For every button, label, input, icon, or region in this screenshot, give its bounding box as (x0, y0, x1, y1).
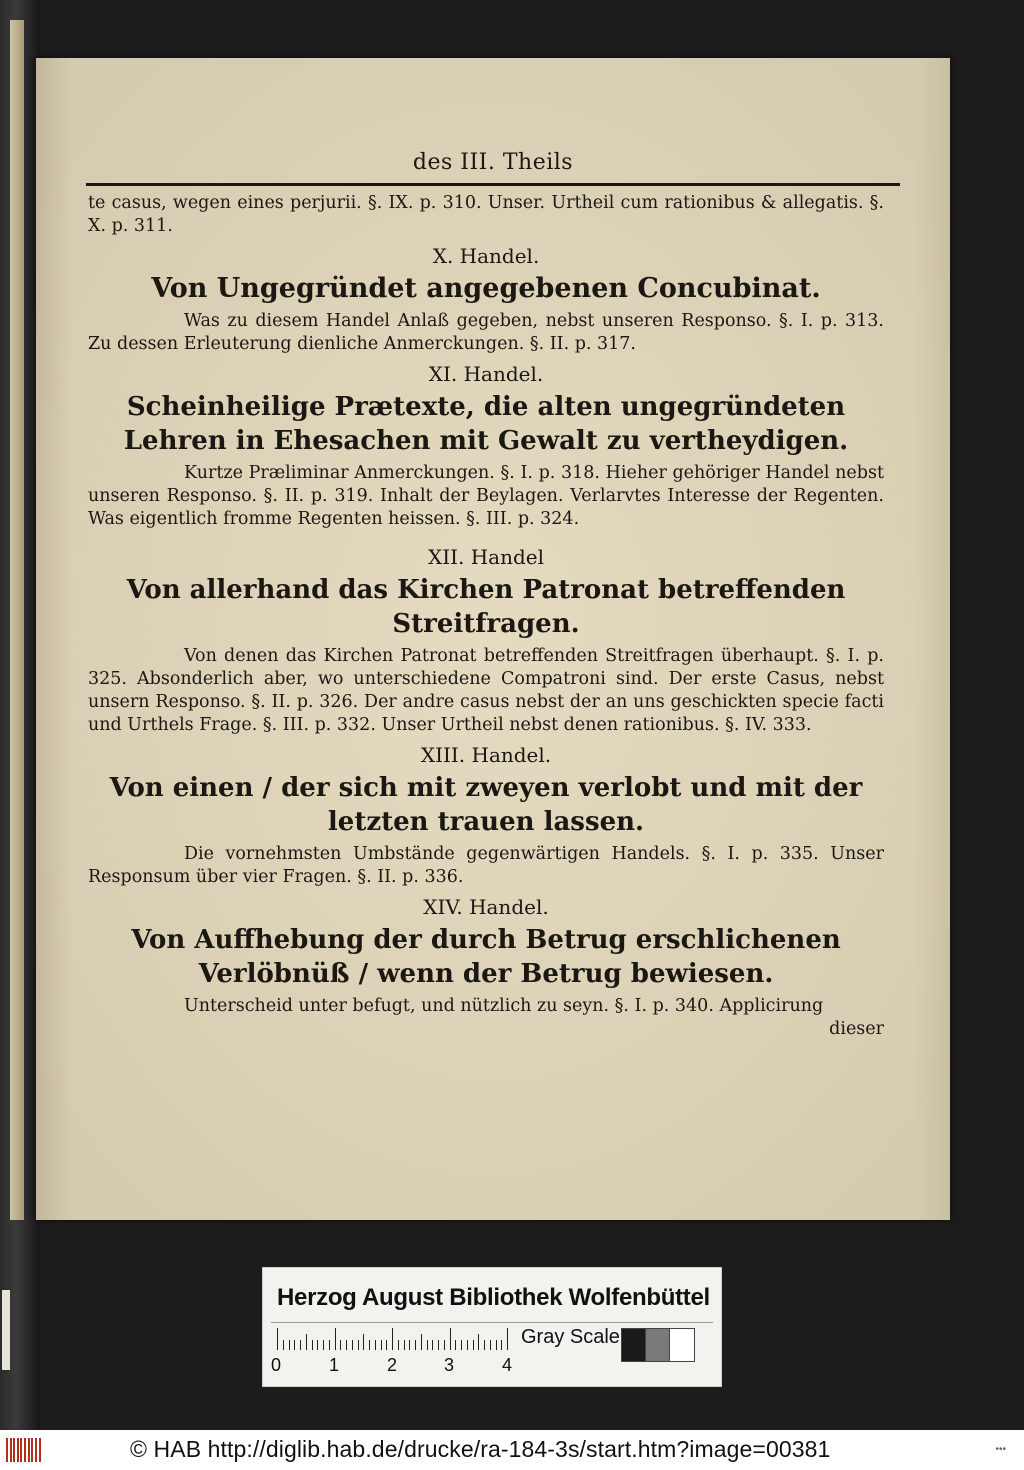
ruler-tick (363, 1334, 364, 1350)
ruler-tick (427, 1340, 428, 1350)
page-body (88, 192, 884, 1041)
ruler-tick (484, 1340, 485, 1350)
barcode-stripe (31, 1438, 33, 1462)
ruler-tick (478, 1334, 479, 1350)
ruler-scale-numbers (271, 1355, 511, 1375)
section-title: Von Auffhebung der durch Betrug erschlichenen Verlöbnüß / wenn der Betrug bewiesen. (131, 925, 841, 989)
ruler-tick (323, 1340, 324, 1350)
section-heading: XIII. Handel. (420, 743, 552, 767)
ruler-tick (461, 1340, 462, 1350)
ruler-tick (340, 1340, 341, 1350)
measurement-ruler (277, 1328, 507, 1350)
ruler-tick (335, 1328, 336, 1350)
section-heading: XI. Handel. (428, 362, 544, 386)
section-title: Scheinheilige Prætexte, die alten ungegründeten Lehren in Ehesachen mit Gewalt zu vertheydigen. (123, 392, 849, 456)
section-title: Von einen / der sich mit zweyen verlobt und mit der letzten trauen lassen. (109, 773, 863, 837)
ruler-tick (432, 1340, 433, 1350)
ruler-tick (421, 1334, 422, 1350)
footer-bar (0, 1430, 1024, 1470)
gray-scale-label: Gray Scale (521, 1326, 620, 1348)
barcode-stripe (35, 1438, 37, 1462)
barcode-stripe (6, 1438, 8, 1462)
barcode-stripe (20, 1438, 22, 1462)
gray-swatch-mid (645, 1328, 671, 1362)
ruler-tick (501, 1340, 502, 1350)
ruler-tick (450, 1328, 451, 1350)
ruler-tick (300, 1340, 301, 1350)
ruler-number: 2 (387, 1355, 398, 1375)
ruler-tick (392, 1328, 393, 1350)
ruler-tick (467, 1340, 468, 1350)
barcode-stripe (39, 1438, 41, 1462)
barcode-icon (6, 1438, 44, 1462)
barcode-stripe (24, 1438, 26, 1462)
ruler-tick (329, 1340, 330, 1350)
card-divider (271, 1322, 713, 1323)
ruler-tick (346, 1340, 347, 1350)
ruler-tick (386, 1340, 387, 1350)
ruler-tick (415, 1340, 416, 1350)
ruler-number: 3 (444, 1355, 455, 1375)
ruler-tick (306, 1334, 307, 1350)
summary-paragraph: Was zu diesem Handel Anlaß gegeben, nebst unseren Responso. §. I. p. 313. Zu dessen Erleuterung dienliche Anmerckungen. §. II. p. 317. (88, 311, 884, 354)
section-heading: X. Handel. (432, 244, 540, 268)
ruler-tick (358, 1340, 359, 1350)
barcode-stripe (17, 1438, 19, 1462)
gray-swatch-black (621, 1328, 647, 1362)
summary-paragraph: Kurtze Præliminar Anmerckungen. §. I. p. 318. Hieher gehöriger Handel nebst unseren Responso. §. II. p. 319. Inhalt der Beylagen. Verlarvtes Interesse der Regenten. Was eigentlich fromme Regenten heissen. §. III. p. 324. (88, 463, 884, 529)
ruler-tick (317, 1340, 318, 1350)
ruler-tick (352, 1340, 353, 1350)
ruler-tick (375, 1340, 376, 1350)
section-heading: XIV. Handel. (423, 895, 549, 919)
ruler-tick (381, 1340, 382, 1350)
calibration-card (262, 1267, 722, 1387)
barcode-stripe (28, 1438, 30, 1462)
section-heading: XII. Handel (427, 545, 545, 569)
section-title: Von Ungegründet angegebenen Concubinat. (151, 273, 821, 304)
ruler-tick (369, 1340, 370, 1350)
ruler-tick (398, 1340, 399, 1350)
section-title: Von allerhand das Kirchen Patronat betreffenden Streitfragen. (126, 575, 846, 639)
book-page (36, 58, 950, 1220)
ruler-tick (507, 1328, 508, 1350)
ruler-tick (294, 1340, 295, 1350)
ruler-number: 4 (502, 1355, 513, 1375)
adjacent-page-edge (10, 20, 24, 1220)
running-header: des III. Theils (412, 150, 574, 175)
ruler-tick (312, 1340, 313, 1350)
ruler-number: 0 (271, 1355, 282, 1375)
barcode-stripe (10, 1438, 12, 1462)
ruler-tick (455, 1340, 456, 1350)
summary-paragraph: Von denen das Kirchen Patronat betreffenden Streitfragen überhaupt. §. I. p. 325. Absonderlich aber, wo unterschiedene Compatroni sind. Der erste Casus, nebst unsern Responso. §. II. p. 326. Der andre casus nebst der an uns geschickten specie facti und Urthels Frage. §. III. p. 332. Unser Urtheil nebst denen rationibus. §. IV. 333. (88, 646, 884, 735)
ruler-tick (496, 1340, 497, 1350)
ruler-number: 1 (329, 1355, 340, 1375)
ruler-tick (490, 1340, 491, 1350)
menu-dots-icon[interactable]: ••• (995, 1444, 1006, 1455)
ruler-tick (289, 1340, 290, 1350)
barcode-stripe (13, 1438, 15, 1462)
summary-paragraph: Die vornehmsten Umbstände gegenwärtigen Handels. §. I. p. 335. Unser Responsum über vier Fragen. §. II. p. 336. (88, 844, 884, 887)
ruler-tick (277, 1328, 278, 1350)
text-line: te casus, wegen eines perjurii. §. IX. p. 310. Unser. Urtheil cum rationibus & allegatis. §. X. p. 311. (88, 193, 884, 236)
header-rule (86, 183, 900, 186)
ruler-tick (409, 1340, 410, 1350)
copyright-url[interactable]: © HAB http://diglib.hab.de/drucke/ra-184-3s/start.htm?image=00381 (130, 1436, 831, 1462)
summary-paragraph: Unterscheid unter befugt, und nützlich zu seyn. §. I. p. 340. Applicirung (184, 996, 824, 1016)
ruler-tick (404, 1340, 405, 1350)
ruler-tick (444, 1340, 445, 1350)
catchword: dieser (829, 1019, 884, 1039)
ruler-tick (473, 1340, 474, 1350)
ruler-tick (438, 1340, 439, 1350)
gray-swatch-white (669, 1328, 695, 1362)
color-chart-edge (2, 1290, 10, 1370)
ruler-tick (283, 1340, 284, 1350)
library-name: Herzog August Bibliothek Wolfenbüttel (277, 1284, 710, 1311)
